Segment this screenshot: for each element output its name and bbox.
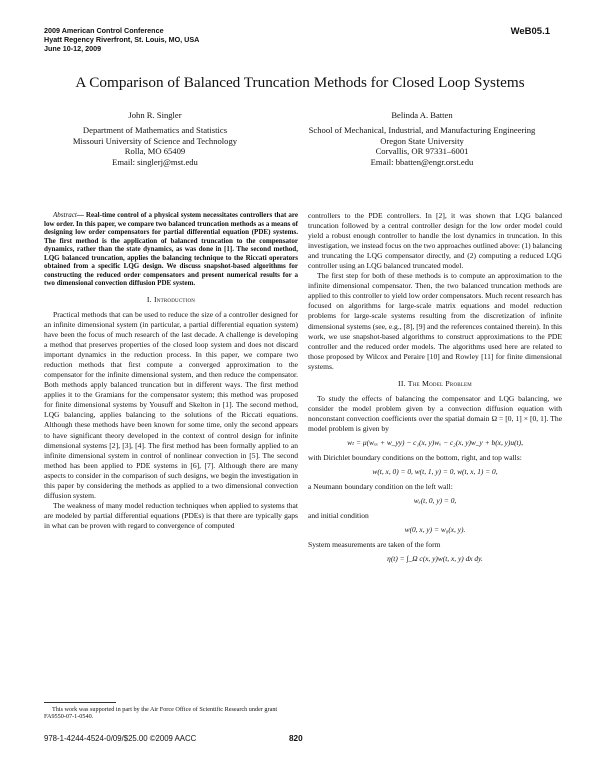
paragraph: Practical methods that can be used to reduce the size of a controller designed for an infinite dimensional system (in particular, a partial differential equation system) have been the focus of much research of the last decade. A challenge is developing a method that preserves properties of the closed loop system and does not discard important dynamics in the reduction process. In this paper, we compare two reduction methods that first compute a converged approximation to the compensator for the infinite dimensional system, and then reduce the compensator. Both methods apply balanced truncation but in different ways. The first method applies it to the Gramians for the compensator system; this method was proposed for finite dimensional systems by Yousuff and Skelton in [1]. The second method, LQG balancing, applies balancing to the solutions of the Riccati equations. Although these methods have been known for some time, only the second appears to have significant theory developed in the context of control design for infinite dimensional systems [2], [3], [4]. The first method has been formally applied to an infinite dimensional system in control of nonlinear convection in [5]. The second method has been applied to PDE systems in [6], [7]. Although there are many aspects to consider in the comparison of such designs, we begin the investigation in this paper by considering the methods as applied to a two dimensional convection diffusion system. — [44, 309, 298, 500]
paragraph: The weakness of many model reduction techniques when applied to systems that are modeled by partial differential equations (PDEs) is that there are typically gaps in what can be proven with regard to convergence of computed — [44, 500, 298, 530]
author-location: Rolla, MO 65409 — [124, 146, 186, 157]
paper-title: A Comparison of Balanced Truncation Methods for Closed Loop Systems — [75, 74, 525, 91]
author-email: Email: singlerj@mst.edu — [112, 157, 198, 168]
paragraph: and initial condition — [308, 511, 369, 521]
footnote-text: This work was supported in part by the Air Force Office of Scientific Research under grant FA9550-07-1-0540. — [44, 706, 278, 721]
section-heading-introduction: I. Introduction — [146, 294, 196, 304]
paragraph: System measurements are taken of the form — [308, 540, 441, 550]
author-name: John R. Singler — [128, 110, 182, 120]
footnote-rule — [44, 702, 116, 703]
session-code: WeB05.1 — [510, 26, 550, 37]
equation-initial: w(0, x, y) = w₀(x, y). — [404, 525, 466, 535]
footnote — [44, 702, 298, 721]
abstract-label: Abstract — [53, 211, 77, 219]
author-block-batten — [262, 110, 582, 168]
copyright-line: 978-1-4244-4524-0/09/$25.00 ©2009 AACC — [44, 734, 197, 743]
left-column — [44, 211, 298, 531]
author-university: Missouri University of Science and Technology — [72, 135, 238, 146]
paragraph: The first step for both of these methods is to compute an approximation to the infinite dimensional compensator. Then, the two balanced truncation methods are applied to this controller to yield low order compensators. Much recent research has focused on algorithms for large-scale matrix equations and model reduction problems for large-scale systems resulting from the discretization of infinite dimensional systems (see, e.g., [8], [9] and the references contained therein). In this work, we use snapshot-based algorithms to construct approximations to the PDE controller and the reduced order models. The algorithms used here are related to those proposed by Wilcox and Peraire [10] and Rowley [11] for finite dimensional systems. — [308, 271, 562, 371]
section-heading-model-problem: II. The Model Problem — [398, 378, 472, 388]
conference-dates: June 10-12, 2009 — [44, 44, 102, 53]
right-column — [308, 211, 562, 569]
author-name: Belinda A. Batten — [391, 110, 453, 120]
abstract-text: — Real-time control of a physical system necessitates controllers that are low order. In this paper, we compare two balanced truncation methods as a means of designing low order compensators for partial differential equation (PDE) systems. The first method is the application of balanced truncation to the compensator dynamics, rather than the state dynamics, as was done in [1]. The second method, LQG balanced truncation, applies the balancing technique to the Riccati operators obtained from a specific LQG design. We discuss snapshot-based algorithms for constructing the reduced order compensators and present numerical results for a two dimensional convection diffusion PDE system. — [44, 211, 298, 288]
paragraph: with Dirichlet boundary conditions on the bottom, right, and top walls: — [308, 453, 522, 463]
author-location: Corvallis, OR 97331–6001 — [375, 146, 469, 157]
author-department: Department of Mathematics and Statistics — [82, 124, 228, 135]
page-number: 820 — [289, 734, 303, 743]
author-department: School of Mechanical, Industrial, and Manufacturing Engineering — [308, 124, 536, 135]
abstract — [44, 211, 298, 288]
paragraph: a Neumann boundary condition on the left wall: — [308, 482, 453, 492]
conference-header — [44, 26, 199, 53]
conference-venue: Hyatt Regency Riverfront, St. Louis, MO, USA — [44, 35, 200, 44]
paragraph: controllers to the PDE controllers. In [2], it was shown that LQG balanced truncation followed by a central controller design for the low order model could yield a robust enough controller to handle the lost dynamics in truncation. In this investigation, we instead focus on the two approaches outlined above: (1) balancing and truncating the LQG compensator directly, and (2) computing a reduced LQG controller using an LQG balanced truncated model. — [308, 211, 562, 271]
author-block-singler — [20, 110, 290, 168]
equation-measurement: η(t) = ∫_Ω c(x, y)w(t, x, y) dx dy. — [387, 554, 483, 564]
paragraph: To study the effects of balancing the compensator and LQG balancing, we consider the model problem given by a convection diffusion equation with nonconstant convection coefficients over the spatial domain Ω = [0, 1] × [0, 1]. The model problem is given by — [308, 393, 562, 433]
author-email: Email: bbatten@engr.orst.edu — [370, 157, 474, 168]
author-university: Oregon State University — [380, 135, 464, 146]
equation-neumann: wₓ(t, 0, y) = 0, — [413, 496, 457, 506]
equation-dirichlet: w(t, x, 0) = 0, w(t, 1, y) = 0, w(t, x, 1) = 0, — [372, 467, 498, 477]
conference-name: 2009 American Control Conference — [44, 26, 164, 35]
equation-pde: wₜ = μ(wₓₓ + w_yy) − c₁(x, y)wₓ − c₂(x, y)w_y + b(x, y)u(t), — [347, 437, 523, 447]
